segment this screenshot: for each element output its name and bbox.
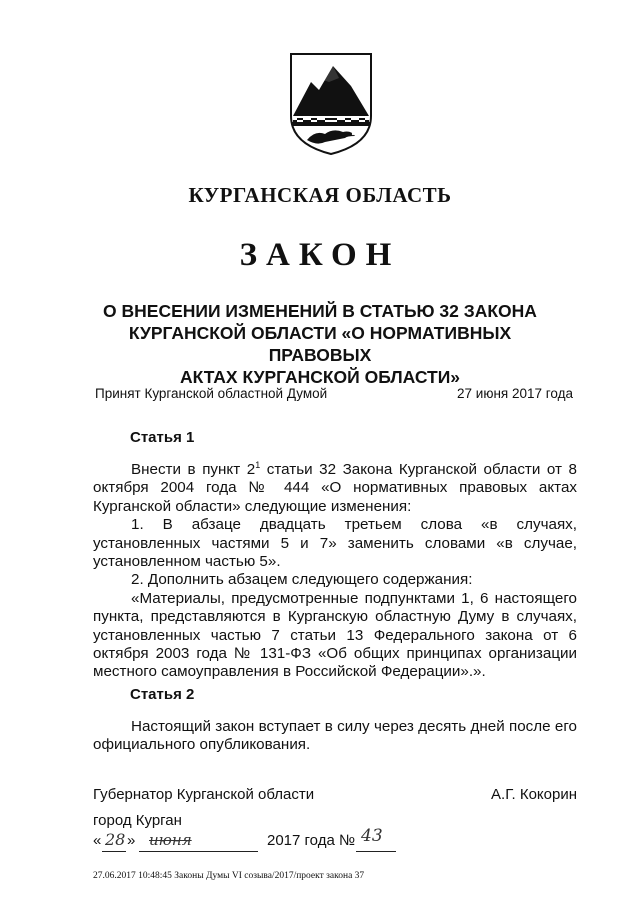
article-1-paragraph: 1. В абзаце двадцать третьем слова «в случаях, установленных частями 5 и 7» заменить словами «в случае, установленном частью 5». — [93, 516, 577, 571]
law-title-line: АКТАХ КУРГАНСКОЙ ОБЛАСТИ» — [179, 367, 461, 387]
adopted-by: Принят Курганской областной Думой — [95, 386, 328, 401]
document-type: ЗАКОН — [239, 237, 401, 273]
article-1-paragraph — [93, 461, 577, 516]
quote-close: » — [127, 832, 136, 849]
article-1-body — [93, 461, 577, 682]
law-title — [80, 300, 560, 388]
law-title-line: КУРГАНСКОЙ ОБЛАСТИ «О НОРМАТИВНЫХ ПРАВОВЫХ — [128, 323, 512, 365]
handwritten-month: июня — [149, 831, 192, 849]
article-1-paragraph: «Материалы, предусмотренные подпунктами 1, 6 настоящего пункта, представляются в Курганскую областную Думу в случаях, установленных частью 7 статьи 13 Федерального закона от 6 октября 2003 года № 131-ФЗ «Об общих принципах организации местного самоуправления в Российской Федерации».». — [93, 589, 577, 681]
article-2-paragraph: Настоящий закон вступает в силу через десять дней после его официального опубликования. — [93, 718, 577, 754]
footer-path: 27.06.2017 10:48:45 Законы Думы VI созыва/2017/проект закона 37 — [93, 871, 365, 881]
governor-name: А.Г. Кокорин — [491, 786, 577, 803]
quote-open: « — [93, 832, 102, 849]
city: город Курган — [93, 812, 182, 829]
region-name: КУРГАНСКАЯ ОБЛАСТЬ — [188, 183, 452, 207]
article-1-heading: Статья 1 — [130, 429, 195, 446]
paragraph-text: Внести в пункт 2 — [131, 461, 256, 478]
coat-of-arms-emblem — [289, 52, 373, 156]
law-title-line: О ВНЕСЕНИИ ИЗМЕНЕНИЙ В СТАТЬЮ 32 ЗАКОНА — [103, 301, 537, 321]
signing-date-line — [93, 826, 573, 854]
article-2-body — [93, 718, 577, 755]
superscript: 1 — [255, 459, 261, 470]
article-2-heading: Статья 2 — [130, 686, 195, 703]
paragraph-text: статьи 32 Закона Курганской области от 8 октября 2004 года № 444 «О нормативных правовых актах Курганской области» следующие изменения: — [93, 461, 578, 515]
handwritten-number: 43 — [361, 826, 383, 846]
handwritten-day: 28 — [105, 830, 126, 849]
governor-title: Губернатор Курганской области — [93, 786, 315, 803]
article-1-paragraph: 2. Дополнить абзацем следующего содержания: — [131, 571, 473, 589]
adoption-date: 27 июня 2017 года — [457, 386, 573, 401]
year-text: 2017 года № — [267, 832, 356, 849]
